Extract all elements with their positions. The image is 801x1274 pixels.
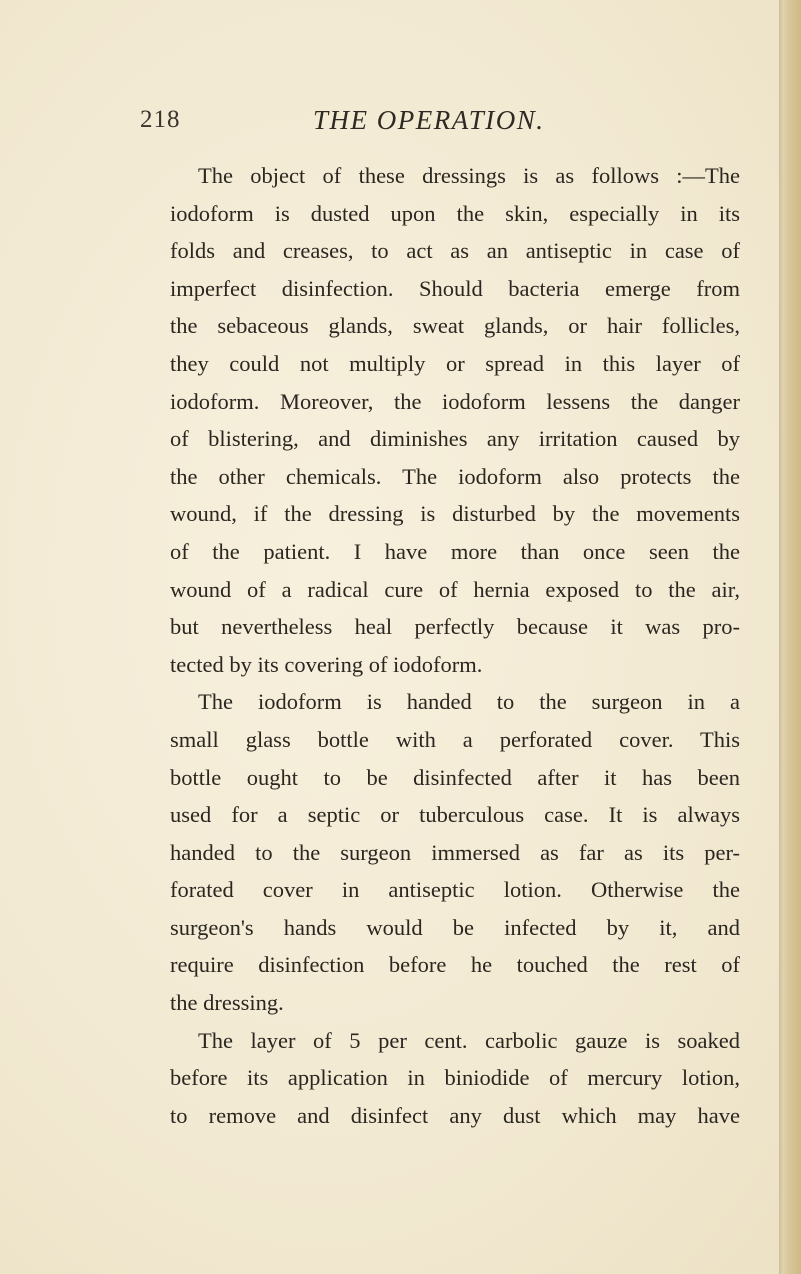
page-number: 218 [140,106,181,133]
page-header [140,106,740,146]
text-line: but nevertheless heal perfectly because it was pro- [170,614,740,640]
body-text [170,157,740,1134]
text-line: forated cover in antiseptic lotion. Otherwise the [170,877,740,903]
text-line: the sebaceous glands, sweat glands, or hair follicles, [170,313,740,339]
page-edge-shadow [779,0,801,1274]
text-line: of blistering, and diminishes any irritation caused by [170,426,740,452]
text-line: tected by its covering of iodoform. [170,651,483,677]
text-line: wound, if the dressing is disturbed by the movements [170,501,740,527]
text-line: The layer of 5 per cent. carbolic gauze is soaked [198,1027,740,1053]
text-line: handed to the surgeon immersed as far as its per- [170,839,740,865]
text-line: folds and creases, to act as an antiseptic in case of [170,238,740,264]
text-line: require disinfection before he touched the rest of [170,952,740,978]
running-head: THE OPERATION. [313,105,545,135]
text-line: before its application in biniodide of mercury lotion, [170,1065,740,1091]
text-line: surgeon's hands would be infected by it, and [170,914,740,940]
text-line: to remove and disinfect any dust which may have [170,1102,740,1128]
text-line: wound of a radical cure of hernia exposed to the air, [170,576,740,602]
text-line: imperfect disinfection. Should bacteria emerge from [170,275,740,301]
text-line: iodoform. Moreover, the iodoform lessens the danger [170,388,740,414]
text-line: bottle ought to be disinfected after it has been [170,764,740,790]
text-line: of the patient. I have more than once seen the [170,538,740,564]
text-line: The object of these dressings is as follows :—The [198,163,740,188]
text-line: small glass bottle with a perforated cover. This [170,726,740,752]
text-line: the other chemicals. The iodoform also protects the [170,463,740,489]
text-line: the dressing. [170,990,284,1016]
text-line: The iodoform is handed to the surgeon in a [198,689,740,715]
text-line: they could not multiply or spread in this layer of [170,350,740,376]
text-line: iodoform is dusted upon the skin, especially in its [170,200,740,226]
text-line: used for a septic or tuberculous case. It is always [170,802,740,828]
